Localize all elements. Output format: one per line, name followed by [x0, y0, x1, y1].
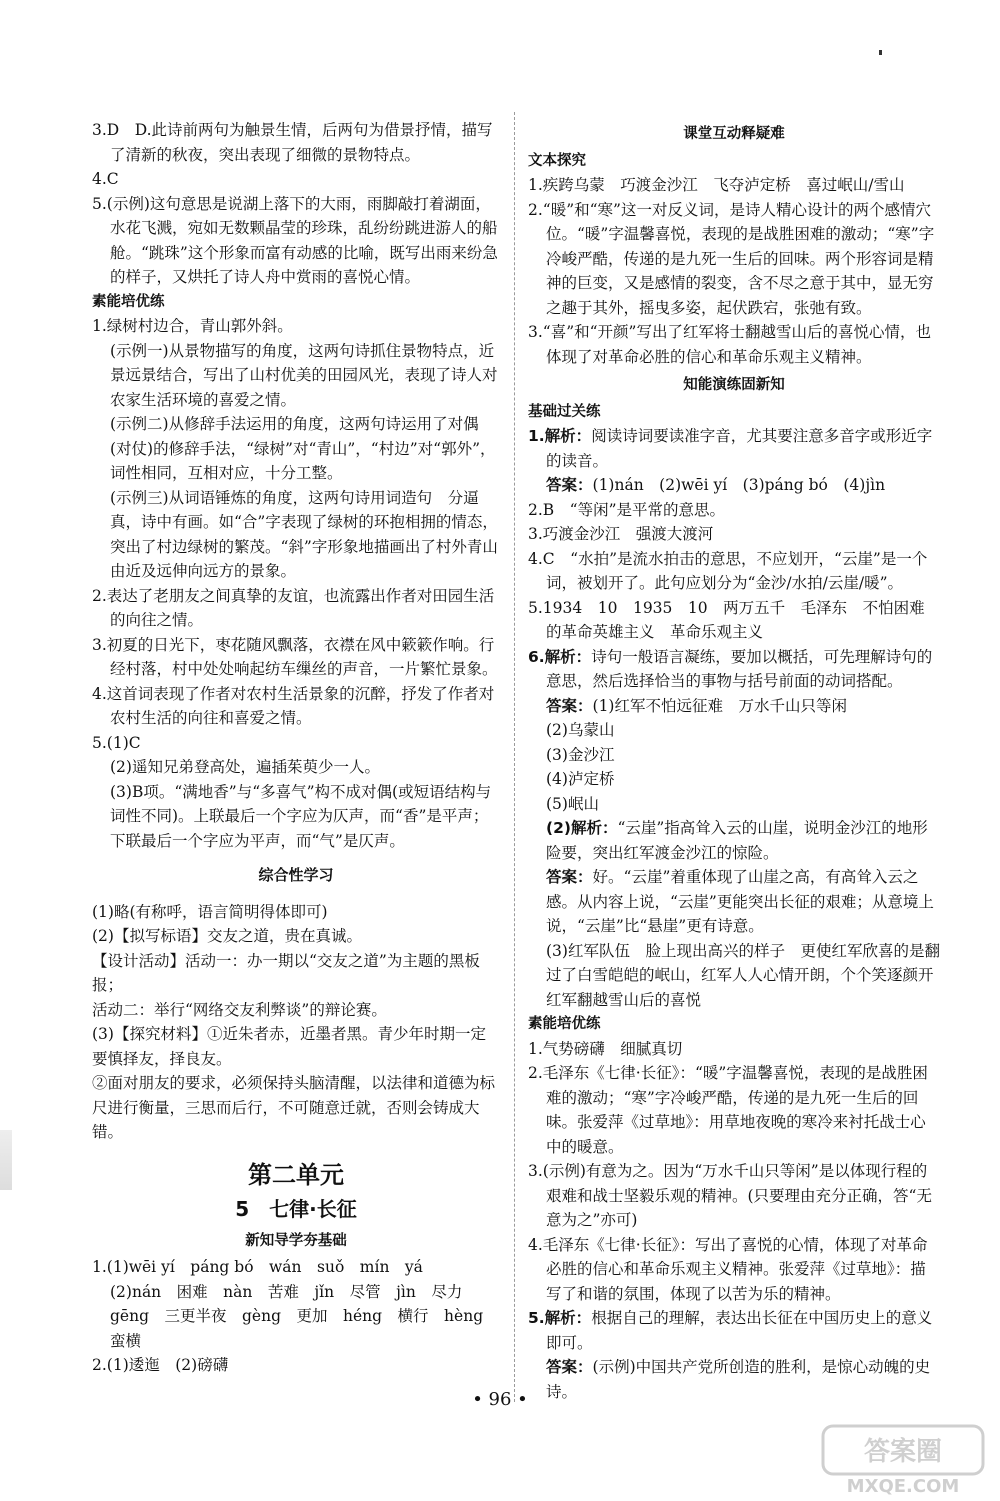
zonghe-1: (1)略(有称呼，语言简明得体即可): [92, 902, 328, 921]
s1-example-1: (示例一)从景物描写的角度，这两句诗抓住景物特点，近景远景结合，写出了山村优美的田园风光，表现了诗人对农家生活环境的喜爱之情。: [110, 341, 498, 409]
jichu-1-text: 阅读诗词要读准字音，尤其要注意多音字或形近字的读音。: [546, 427, 933, 470]
suneng-5-text: 根据自己的理解，表达出长征在中国历史上的意义即可。: [546, 1309, 933, 1352]
wenben-2: 2.“暖”和“寒”这一对反义词，是诗人精心设计的两个感情穴位。“暖”字温馨喜悦，表现的是战胜困难的激动；“寒”字冷峻严酷，传递的是九死一生后的回味。两个形容词是精神的巨变，又是感情的裂变，含不尽之意于其中，显无穷之趣于其外，摇曳多姿，起伏跌宕，张弛有致。: [528, 200, 935, 317]
section-heading-xinzhi: 新知导学夯基础: [245, 1232, 347, 1249]
s1-question-4: 4.这首词表现了作者对农村生活景象的沉醉，抒发了作者对农村生活的向往和喜爱之情。: [92, 684, 495, 727]
lesson-title: 5 七律·长征: [235, 1196, 357, 1221]
suneng-5-answer-label: 答案：: [546, 1358, 593, 1376]
suneng-5-label: 5.解析：: [528, 1309, 592, 1327]
answer-3: 3.D D.此诗前两句为触景生情，后两句为借景抒情，描写了清新的秋夜，突出表现了细微的景物特点。: [92, 121, 493, 164]
suneng-4: 4.毛泽东《七律·长征》：写出了喜悦的心情，体现了对革命必胜的信心和革命乐观主义精神。张爱萍《过草地》：描写了和谐的氛围，体现了以苦为乐的精神。: [528, 1235, 928, 1303]
jichu-4: 4.C “水拍”是流水拍击的意思，不应划开，“云崖”是一个词，被划开了。此句应划分为“金沙/水拍/云崖/暖”。: [528, 549, 928, 592]
column-divider: [514, 112, 515, 1402]
right-column: [528, 118, 950, 1404]
jichu-1-label: 1.解析：: [528, 427, 592, 445]
jichu-6-answer-label: 答案：: [546, 696, 593, 715]
xinzhi-1a: 1.(1)wēi yí páng bó wán suǒ mín yá: [92, 1258, 423, 1276]
answer-4: 4.C: [92, 170, 119, 188]
wenben-1: 1.疾跨乌蒙 巧渡金沙江 飞夺泸定桥 喜过岷山/雪山: [528, 176, 905, 194]
watermark-logo: [818, 1418, 993, 1498]
subheading-wenben: 文本探究: [528, 152, 586, 169]
jichu-6-part2: (2)乌蒙山: [546, 721, 615, 739]
suneng-2: 2.毛泽东《七律·长征》：“暖”字温馨喜悦，表现的是战胜困难的激动；“寒”字冷峻严酷，传递的是九死一生后的回味。张爱萍《过草地》：用草地夜晚的寒冷来衬托战士心中的暖意。: [528, 1064, 928, 1156]
jichu-6: [528, 645, 940, 694]
jichu-1-answer: [528, 473, 940, 498]
jichu-7-answer-label: 答案：: [546, 868, 593, 886]
s1-example-3: (示例三)从词语锤炼的角度，这两句诗用词造句 分逼真，诗中有画。如“合”字表现了绿树的环抱相拥的情态，突出了村边绿树的繁茂。“斜”字形象地描画出了村外青山由近及远伸向远方的景象。: [110, 488, 498, 580]
zonghe-2: (2)【拟写标语】交友之道，贵在真诚。: [92, 927, 362, 945]
jichu-6-label: 6.解析：: [528, 647, 592, 666]
wenben-3: 3.“喜”和“开颜”写出了红军将士翻越雪山后的喜悦心情，也体现了对革命必胜的信心和革命乐观主义精神。: [528, 323, 931, 366]
section-heading-suneng: 素能培优练: [92, 293, 165, 310]
s1-question-2: 2.表达了老朋友之间真挚的友谊，也流露出作者对田园生活的向往之情。: [92, 586, 495, 629]
s1-question-1: 1.绿树村边合，青山郭外斜。: [92, 317, 293, 335]
suneng-5: [528, 1306, 940, 1355]
answer-5: 5.(示例)这句意思是说湖上落下的大雨，雨脚敲打着湖面，水花飞溅，宛如无数颗晶莹的珍珠，乱纷纷跳进游人的船舱。“跳珠”这个形象而富有动感的比喻，既写出雨来纷急的样子，又烘托了诗人舟中赏雨的喜悦心情。: [92, 194, 498, 286]
s1-question-5-part3: (3)B项。“满地香”与“多喜气”构不成对偶(或短语结构与词性不同)。上联最后一个字应为仄声，而“香”是平声；下联最后一个字应为平声，而“气”是仄声。: [110, 782, 492, 850]
xinzhi-1d: 蛮横: [110, 1331, 142, 1350]
section-heading-ketang: 课堂互动释疑难: [683, 126, 785, 142]
jichu-6-part5: (5)岷山: [546, 794, 599, 813]
suneng-1: 1.气势磅礴 细腻真切: [528, 1039, 683, 1058]
svg-text:答案圈: 答案圈: [863, 1437, 943, 1467]
section-heading-zonghe: 综合性学习: [258, 866, 334, 884]
jichu-2: 2.B “等闲”是平常的意思。: [528, 500, 726, 519]
scan-mark: [879, 50, 882, 55]
jichu-7: [528, 816, 940, 865]
jichu-7-answer-text: 好。“云崖”着重体现了山崖之高，有高耸入云之感。从内容上说，“云崖”更能突出长征的艰难；从意境上说，“云崖”比“悬崖”更有诗意。: [546, 868, 934, 935]
zonghe-6: ②面对朋友的要求，必须保持头脑清醒，以法律和道德为标尺进行衡量，三思而后行，不可随意迁就，否则会铸成大错。: [92, 1074, 496, 1141]
jichu-6-part3: (3)金沙江: [546, 745, 615, 764]
page-number: • 96 •: [472, 1389, 528, 1410]
jichu-6-answer: [528, 694, 940, 719]
subheading-jichu: 基础过关练: [528, 403, 601, 420]
jichu-6-part4: (4)泸定桥: [546, 770, 615, 788]
s1-question-5-part2: (2)遥知兄弟登高处，遍插茱萸少一人。: [110, 758, 380, 776]
s1-example-2: (示例二)从修辞手法运用的角度，这两句诗运用了对偶(对仗)的修辞手法，“绿树”对“青山”，“村边”对“郭外”，词性相同，互相对应，十分工整。: [110, 415, 496, 482]
jichu-3: 3.巧渡金沙江 强渡大渡河: [528, 525, 714, 543]
zonghe-4: 活动二：举行“网络交友利弊谈”的辩论赛。: [92, 1000, 387, 1019]
zonghe-5: (3)【探究材料】①近朱者赤，近墨者黑。青少年时期一定要慎择友，择良友。: [92, 1025, 486, 1068]
jichu-5: 5.1934 10 1935 10 两万五千 毛泽东 不怕困难的革命英雄主义 革命乐观主义: [528, 598, 925, 641]
jichu-6-answer-text: (1)红军不怕远征难 万水千山只等闲: [592, 696, 847, 715]
jichu-7-text: “云崖”指高耸入云的山崖，说明金沙江的地形险要，突出红军渡金沙江的惊险。: [546, 819, 928, 862]
unit-title: 第二单元: [248, 1160, 344, 1189]
suneng-3: 3.(示例)有意为之。因为“万水千山只等闲”是以体现行程的艰难和战士坚毅乐观的精神。(只要理由充分正确，答“无意为之”亦可): [528, 1162, 932, 1229]
jichu-7-label: (2)解析：: [546, 819, 618, 837]
s1-question-3: 3.初夏的日光下，枣花随风飘落，衣襟在风中簌簌作响。行经村落，村中处处响起纺车缫丝的声音，一片繁忙景象。: [92, 635, 498, 678]
xinzhi-1b: (2)nán 困难 nàn 苦难 jǐn 尽管 jìn 尽力: [110, 1282, 463, 1301]
xinzhi-1c: gēng 三更半夜 gèng 更加 héng 横行 hèng: [110, 1307, 484, 1325]
subheading-suneng: 素能培优练: [528, 1016, 601, 1032]
suneng-5-answer-text: (示例)中国共产党所创造的胜利，是惊心动魄的史诗。: [546, 1358, 931, 1401]
xinzhi-2: 2.(1)逶迤 (2)磅礴: [92, 1356, 229, 1374]
left-column: [92, 118, 500, 1378]
jichu-1-answer-label: 答案：: [546, 476, 593, 494]
jichu-8: (3)红军队伍 脸上现出高兴的样子 更使红军欣喜的是翻过了白雪皑皑的岷山，红军人人心情开朗，个个笑逐颜开 红军翻越雪山后的喜悦: [546, 941, 950, 1009]
jichu-6-text: 诗句一般语言凝练，要加以概括，可先理解诗句的意思，然后选择恰当的事物与括号前面的动词搭配。: [546, 647, 933, 690]
section-heading-zhineng: 知能演练固新知: [683, 377, 785, 393]
zonghe-3: 【设计活动】活动一：办一期以“交友之道”为主题的黑板报；: [92, 951, 480, 994]
jichu-7-answer: [528, 865, 940, 939]
jichu-1: [528, 424, 940, 473]
jichu-1-answer-text: (1)nán (2)wēi yí (3)páng bó (4)jìn: [592, 476, 886, 494]
scan-edge-shadow: [0, 1130, 12, 1190]
s1-question-5: 5.(1)C: [92, 733, 141, 752]
svg-text:MXQE.COM: MXQE.COM: [846, 1476, 960, 1497]
